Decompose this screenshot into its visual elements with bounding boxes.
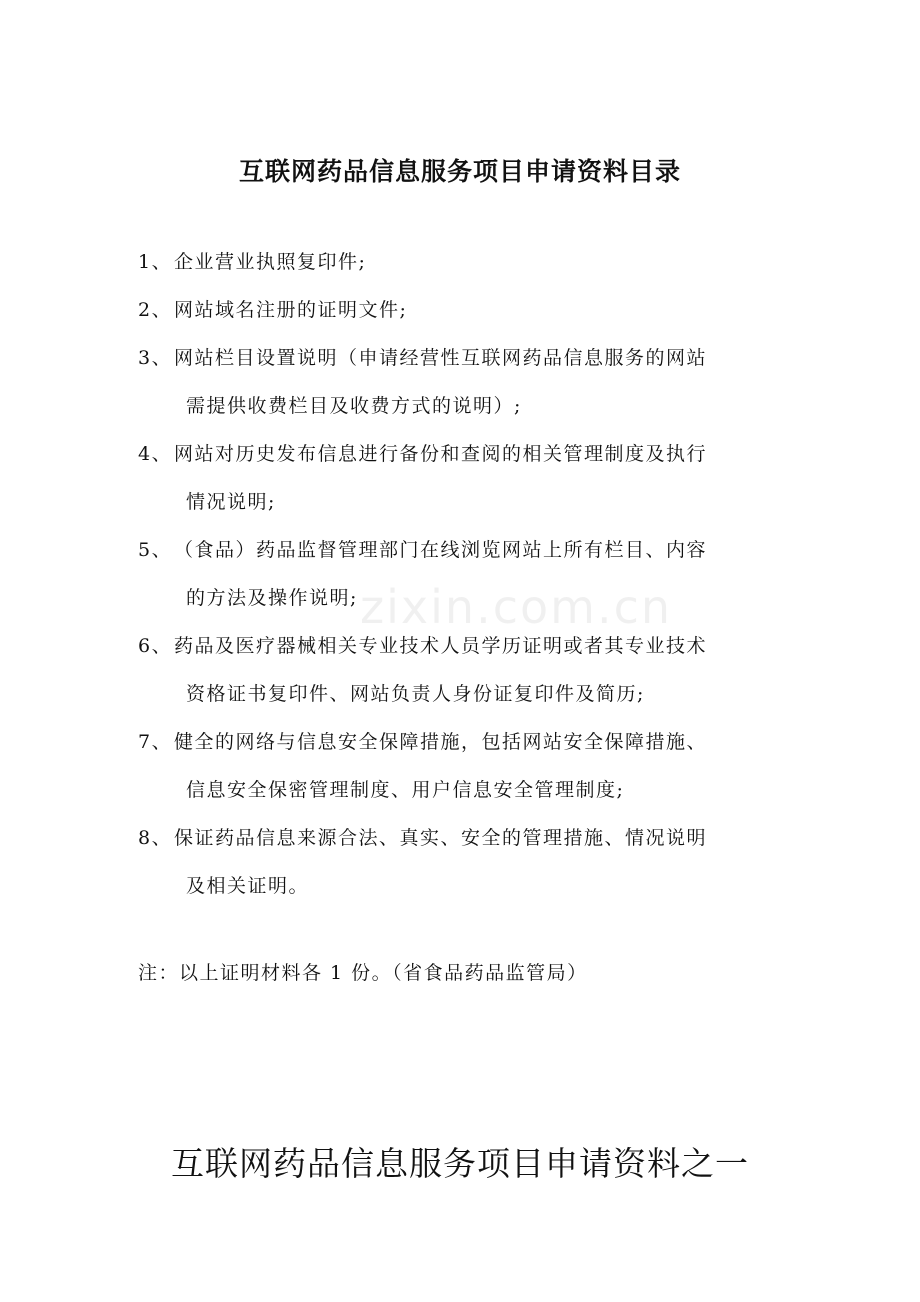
item-line-continued: 的方法及操作说明; <box>186 587 358 609</box>
list-item <box>138 238 798 286</box>
item-line: 药品及医疗器械相关专业技术人员学历证明或者其专业技术 <box>174 635 708 657</box>
item-line-continued: 信息安全保密管理制度、用户信息安全管理制度; <box>186 779 625 801</box>
list-item <box>138 286 798 334</box>
item-text <box>174 718 798 814</box>
item-line-continued: 资格证书复印件、网站负责人身份证复印件及简历; <box>186 683 645 705</box>
item-text <box>174 286 798 334</box>
item-line-continued: 及相关证明。 <box>186 875 310 897</box>
list-item <box>138 718 798 814</box>
item-line: 网站栏目设置说明（申请经营性互联网药品信息服务的网站 <box>174 347 708 369</box>
item-text <box>174 814 798 910</box>
item-text <box>174 526 798 622</box>
list-item <box>138 430 798 526</box>
list-item <box>138 526 798 622</box>
item-text <box>174 334 798 430</box>
item-number: 1、 <box>138 251 173 273</box>
item-number: 8、 <box>138 827 173 849</box>
watermark: zixin.com.cn <box>360 580 673 634</box>
item-line: 保证药品信息来源合法、真实、安全的管理措施、情况说明 <box>174 827 708 849</box>
item-text <box>174 622 798 718</box>
list-item <box>138 814 798 910</box>
item-line: 网站域名注册的证明文件; <box>174 299 408 321</box>
item-line: 网站对历史发布信息进行备份和查阅的相关管理制度及执行 <box>174 443 708 465</box>
document-title: 互联网药品信息服务项目申请资料目录 <box>238 157 681 186</box>
item-line-continued: 情况说明; <box>186 491 276 513</box>
item-text <box>174 430 798 526</box>
item-number: 7、 <box>138 731 173 753</box>
list-item <box>138 334 798 430</box>
item-line: （食品）药品监督管理部门在线浏览网站上所有栏目、内容 <box>174 539 708 561</box>
item-line-continued: 需提供收费栏目及收费方式的说明）; <box>186 395 522 417</box>
item-number: 2、 <box>138 299 173 321</box>
item-number: 6、 <box>138 635 173 657</box>
materials-list <box>138 238 798 910</box>
item-number: 5、 <box>138 539 173 561</box>
item-line: 健全的网络与信息安全保障措施，包括网站安全保障措施、 <box>174 731 708 753</box>
list-item <box>138 622 798 718</box>
item-text <box>174 238 798 286</box>
note-text: 注：以上证明材料各 1 份。（省食品药品监管局） <box>138 962 588 984</box>
item-number: 3、 <box>138 347 173 369</box>
section-title: 互联网药品信息服务项目申请资料之一 <box>171 1144 749 1183</box>
item-line: 企业营业执照复印件; <box>174 251 367 273</box>
item-number: 4、 <box>138 443 173 465</box>
